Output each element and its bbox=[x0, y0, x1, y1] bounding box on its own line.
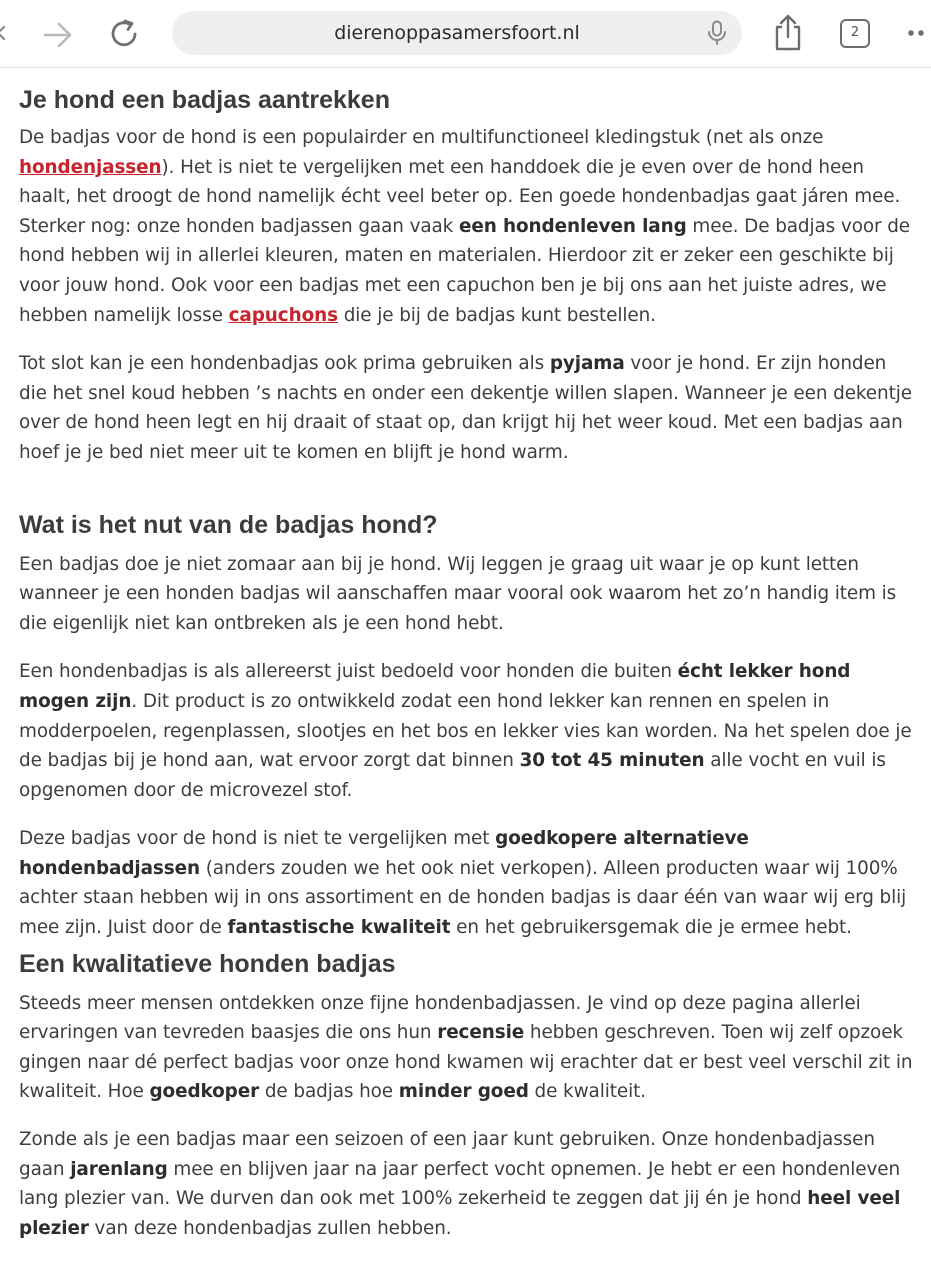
heading-nut-badjas: Wat is het nut van de badjas hond? bbox=[19, 510, 438, 539]
browser-toolbar bbox=[0, 0, 931, 68]
hondenjassen-link[interactable]: hondenjassen bbox=[19, 156, 162, 178]
microphone-icon[interactable] bbox=[706, 20, 728, 46]
paragraph: Zonde als je een badjas maar een seizoen of een jaar kunt gebruiken. Onze hondenbadjassen gaan jarenlang mee en blijven jaar na jaar perfect vocht opnemen. Je hebt er een hondenleven lang plezier van. We durven dan ook met 100% zekerheid te zeggen dat jij én je hond heel veel plezier van deze hondenbadjas zullen hebben. bbox=[19, 1129, 901, 1239]
article-content bbox=[19, 68, 919, 1243]
paragraph: Een hondenbadjas is als allereerst juist bedoeld voor honden die buiten écht lekker hond mogen zijn. Dit product is zo ontwikkeld zodat een hond lekker kan rennen en spelen in modderpoelen, regenplassen, slootjes en het bos en lekker vies kan worden. Na het spelen doe je de badjas bij je hond aan, wat ervoor zorgt dat binnen 30 tot 45 minuten alle vocht en vuil is opgenomen door de microvezel stof. bbox=[19, 661, 912, 801]
paragraph: Deze badjas voor de hond is niet te vergelijken met goedkopere alternatieve hondenbadjassen (anders zouden we het ook niet verkopen). Alleen producten waar wij 100% achter staan hebben wij in ons assortiment en de honden badjas is daar één van waar wij erg blij mee zijn. Juist door de fantastische kwaliteit en het gebruikersgemak die je ermee hebt. bbox=[19, 828, 907, 939]
heading-badjas-aantrekken: Je hond een badjas aantrekken bbox=[19, 86, 390, 114]
tab-count: 2 bbox=[850, 25, 860, 40]
paragraph: Tot slot kan je een hondenbadjas ook prima gebruiken als pyjama voor je hond. Er zijn honden die het snel koud hebben ’s nachts en onder een dekentje willen slapen. Wanneer je een dekentje over de hond heen legt en hij draait of staat op, dan krijgt hij het weer koud. Met een badjas aan hoef je je bed niet meer uit te komen en blijft je hond warm. bbox=[19, 353, 912, 463]
capuchons-link[interactable]: capuchons bbox=[228, 304, 338, 326]
paragraph: De badjas voor de hond is een populairder en multifunctioneel kledingstuk (net als onze hondenjassen). Het is niet te vergelijken met een handdoek die je even over de hond heen haalt, het droogt de hond namelijk écht veel beter op. Een goede hondenbadjas gaat járen mee. Sterker nog: onze honden badjassen gaan vaak een hondenleven lang mee. De badjas voor de hond hebben wij in allerlei kleuren, maten en materialen. Hierdoor zit er zeker een geschikte bij voor jouw hond. Ook voor een badjas met een capuchon ben je bij ons aan het juiste adres, we hebben namelijk losse capuchons die je bij de badjas kunt bestellen. bbox=[19, 127, 910, 326]
paragraph: Steeds meer mensen ontdekken onze fijne hondenbadjassen. Je vind op deze pagina allerlei ervaringen van tevreden baasjes die ons hun recensie hebben geschreven. Toen wij zelf opzoek gingen naar dé perfect badjas voor onze hond kwamen wij erachter dat er best veel verschil zit in kwaliteit. Hoe goedkoper de badjas hoe minder goed de kwaliteit. bbox=[19, 992, 913, 1103]
paragraph: Een badjas doe je niet zomaar aan bij je hond. Wij leggen je graag uit waar je op kunt letten wanneer je een honden badjas wil aanschaffen maar vooral ook waarom het zo’n handig item is die eigenlijk niet kan ontbreken als je een hond hebt. bbox=[19, 553, 897, 634]
tabs-button[interactable] bbox=[840, 19, 870, 48]
heading-kwalitatieve-badjas: Een kwalitatieve honden badjas bbox=[19, 949, 396, 978]
back-icon[interactable] bbox=[0, 26, 6, 40]
address-bar[interactable] bbox=[172, 11, 742, 55]
url-text[interactable]: dierenoppasamersfoort.nl bbox=[334, 22, 580, 44]
reload-icon[interactable] bbox=[108, 17, 142, 51]
forward-icon[interactable] bbox=[42, 21, 74, 49]
share-icon[interactable] bbox=[772, 14, 804, 52]
more-icon[interactable] bbox=[906, 28, 931, 38]
